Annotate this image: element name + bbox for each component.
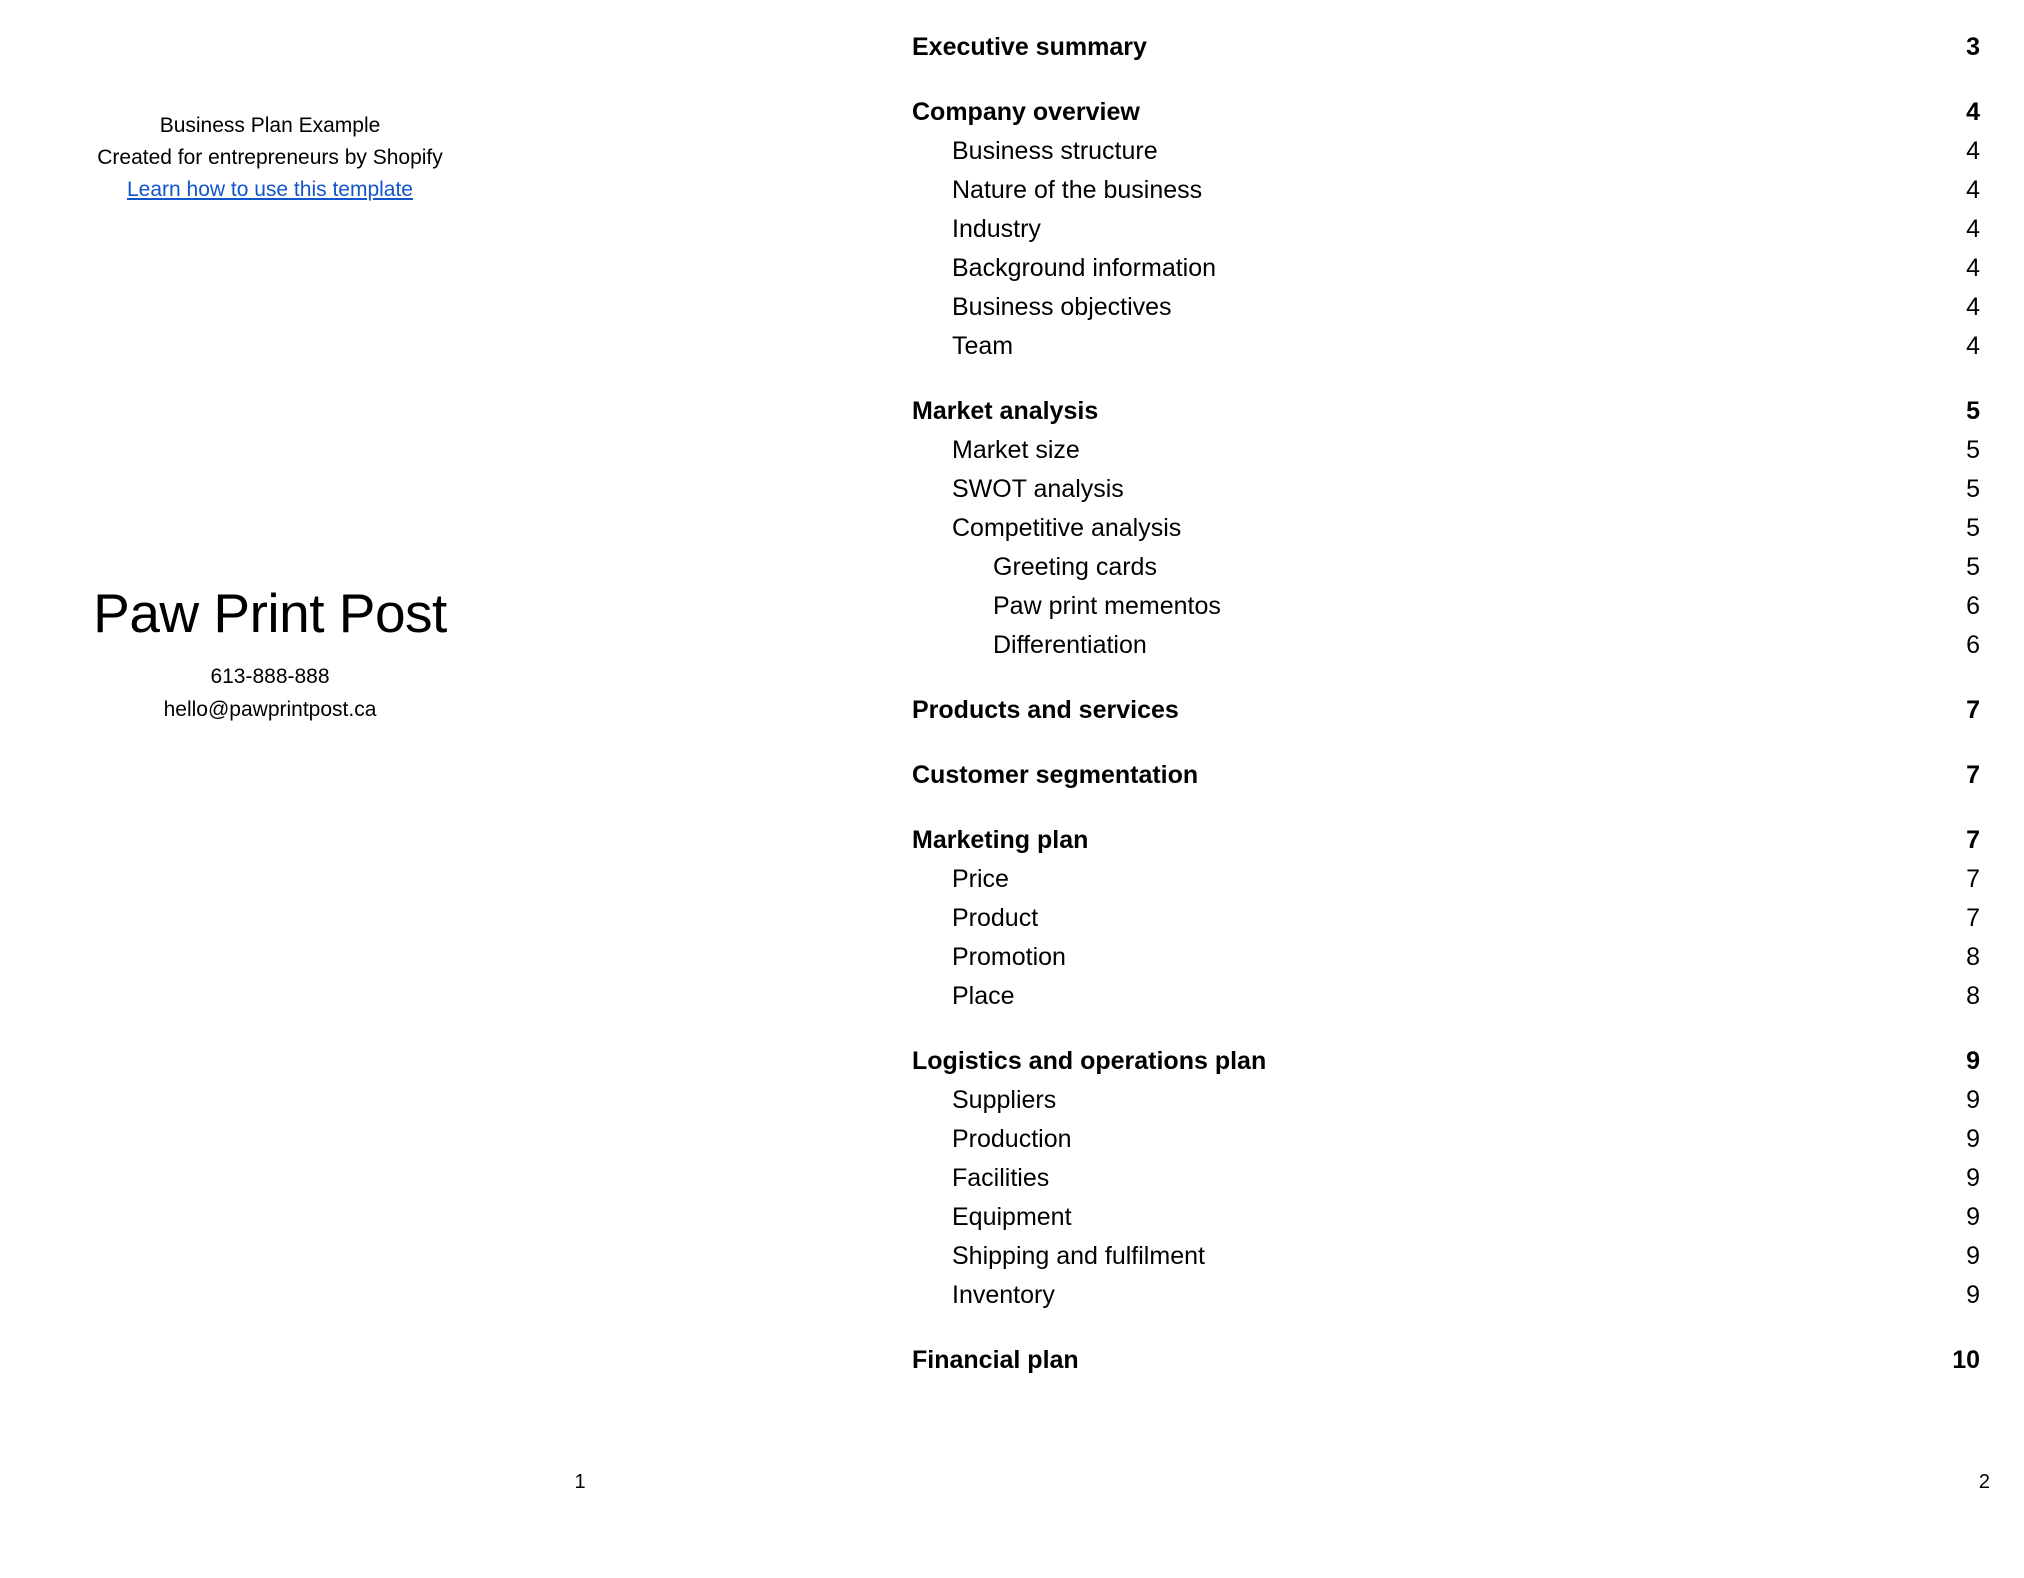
toc-entry[interactable]	[912, 977, 1980, 1016]
toc-entry-page-number: 7	[1966, 761, 1980, 789]
toc-entry[interactable]	[912, 587, 1980, 626]
cover-title-block	[0, 582, 540, 726]
toc-entry[interactable]	[912, 171, 1980, 210]
toc-entry-page-number: 4	[1966, 137, 1980, 165]
toc-entry-page-number: 3	[1966, 33, 1980, 61]
toc-entry[interactable]	[912, 821, 1980, 860]
company-email: hello@pawprintpost.ca	[163, 698, 377, 721]
toc-entry-page-number: 9	[1966, 1125, 1980, 1153]
toc-entry-label: Logistics and operations plan	[912, 1047, 1267, 1075]
table-of-contents	[912, 28, 1980, 1380]
toc-entry-page-number: 4	[1966, 332, 1980, 360]
toc-entry-page-number: 4	[1966, 293, 1980, 321]
company-name: Paw Print Post	[93, 582, 447, 644]
toc-entry[interactable]	[912, 93, 1980, 132]
toc-entry-label: Team	[952, 332, 1014, 360]
toc-entry-page-number: 8	[1966, 943, 1980, 971]
cover-contact-block	[0, 660, 540, 726]
toc-entry[interactable]	[912, 899, 1980, 938]
toc-entry-label: Shipping and fulfilment	[952, 1242, 1205, 1270]
toc-entry-label: Business objectives	[952, 293, 1172, 321]
toc-entry[interactable]	[912, 132, 1980, 171]
toc-entry[interactable]	[912, 1159, 1980, 1198]
page-number-toc: 2	[1978, 1471, 1990, 1493]
toc-entry-page-number: 9	[1966, 1047, 1980, 1075]
toc-entry-page-number: 5	[1966, 436, 1980, 464]
toc-entry-label: Facilities	[952, 1164, 1050, 1192]
toc-entry[interactable]	[912, 288, 1980, 327]
toc-entry-label: Market size	[952, 436, 1080, 464]
toc-entry-page-number: 7	[1966, 865, 1980, 893]
toc-entry-label: Paw print mementos	[993, 592, 1221, 620]
cover-header-line-1: Business Plan Example	[159, 114, 381, 137]
toc-entry-label: Financial plan	[912, 1346, 1079, 1374]
toc-entry[interactable]	[912, 210, 1980, 249]
toc-entry-page-number: 5	[1966, 553, 1980, 581]
toc-entry[interactable]	[912, 327, 1980, 366]
toc-entry[interactable]	[912, 1198, 1980, 1237]
toc-entry[interactable]	[912, 431, 1980, 470]
toc-entry-label: Product	[952, 904, 1039, 932]
toc-entry[interactable]	[912, 249, 1980, 288]
toc-entry[interactable]	[912, 1276, 1980, 1315]
toc-entry-label: Background information	[952, 254, 1217, 282]
toc-entry-page-number: 9	[1966, 1086, 1980, 1114]
page-number-cover: 1	[574, 1471, 586, 1493]
toc-entry-page-number: 4	[1966, 254, 1980, 282]
toc-entry-label: Market analysis	[912, 397, 1099, 425]
toc-entry-label: Differentiation	[993, 631, 1147, 659]
toc-entry-label: Executive summary	[912, 33, 1147, 61]
toc-entry[interactable]	[912, 470, 1980, 509]
toc-entry[interactable]	[912, 1042, 1980, 1081]
toc-entry-label: Competitive analysis	[952, 514, 1182, 542]
company-phone: 613-888-888	[210, 665, 330, 688]
toc-entry[interactable]	[912, 1341, 1980, 1380]
toc-entry-label: Promotion	[952, 943, 1066, 971]
toc-entry-label: Industry	[952, 215, 1041, 243]
toc-entry-page-number: 8	[1966, 982, 1980, 1010]
toc-entry-page-number: 4	[1966, 176, 1980, 204]
table-of-contents-page	[890, 0, 2024, 1578]
cover-header-line-2: Created for entrepreneurs by Shopify	[97, 146, 443, 169]
toc-entry[interactable]	[912, 548, 1980, 587]
toc-entry[interactable]	[912, 691, 1980, 730]
toc-entry-page-number: 4	[1966, 98, 1980, 126]
toc-entry[interactable]	[912, 509, 1980, 548]
toc-entry[interactable]	[912, 756, 1980, 795]
toc-entry-label: Suppliers	[952, 1086, 1057, 1114]
toc-entry-label: Place	[952, 982, 1015, 1010]
cover-header-block	[0, 110, 540, 206]
toc-entry-page-number: 9	[1966, 1203, 1980, 1231]
toc-entry-page-number: 9	[1966, 1281, 1980, 1309]
toc-entry-page-number: 7	[1966, 904, 1980, 932]
toc-entry[interactable]	[912, 626, 1980, 665]
toc-entry-page-number: 7	[1966, 826, 1980, 854]
toc-entry-page-number: 7	[1966, 696, 1980, 724]
toc-entry-label: Greeting cards	[993, 553, 1157, 581]
toc-entry[interactable]	[912, 860, 1980, 899]
toc-entry-page-number: 9	[1966, 1164, 1980, 1192]
toc-entry-label: Customer segmentation	[912, 761, 1199, 789]
toc-entry[interactable]	[912, 1237, 1980, 1276]
toc-entry-label: Production	[952, 1125, 1072, 1153]
toc-entry-page-number: 9	[1966, 1242, 1980, 1270]
toc-entry-label: Price	[952, 865, 1009, 893]
toc-entry[interactable]	[912, 1120, 1980, 1159]
toc-entry[interactable]	[912, 1081, 1980, 1120]
toc-entry-label: Marketing plan	[912, 826, 1089, 854]
toc-entry-label: Nature of the business	[952, 176, 1203, 204]
toc-entry-page-number: 5	[1966, 514, 1980, 542]
toc-entry-page-number: 5	[1966, 475, 1980, 503]
toc-entry[interactable]	[912, 392, 1980, 431]
toc-entry-page-number: 10	[1952, 1346, 1980, 1374]
toc-entry-page-number: 6	[1966, 631, 1980, 659]
toc-entry-label: Company overview	[912, 98, 1140, 126]
toc-entry[interactable]	[912, 938, 1980, 977]
toc-entry-label: Products and services	[912, 696, 1179, 724]
cover-page	[0, 0, 890, 1578]
toc-entry[interactable]	[912, 28, 1980, 67]
toc-entry-label: Inventory	[952, 1281, 1055, 1309]
toc-entry-label: Business structure	[952, 137, 1158, 165]
toc-entry-label: Equipment	[952, 1203, 1072, 1231]
toc-entry-label: SWOT analysis	[952, 475, 1124, 503]
toc-entry-page-number: 6	[1966, 592, 1980, 620]
toc-entry-page-number: 5	[1966, 397, 1980, 425]
template-help-link[interactable]: Learn how to use this template	[126, 178, 413, 201]
toc-entry-page-number: 4	[1966, 215, 1980, 243]
